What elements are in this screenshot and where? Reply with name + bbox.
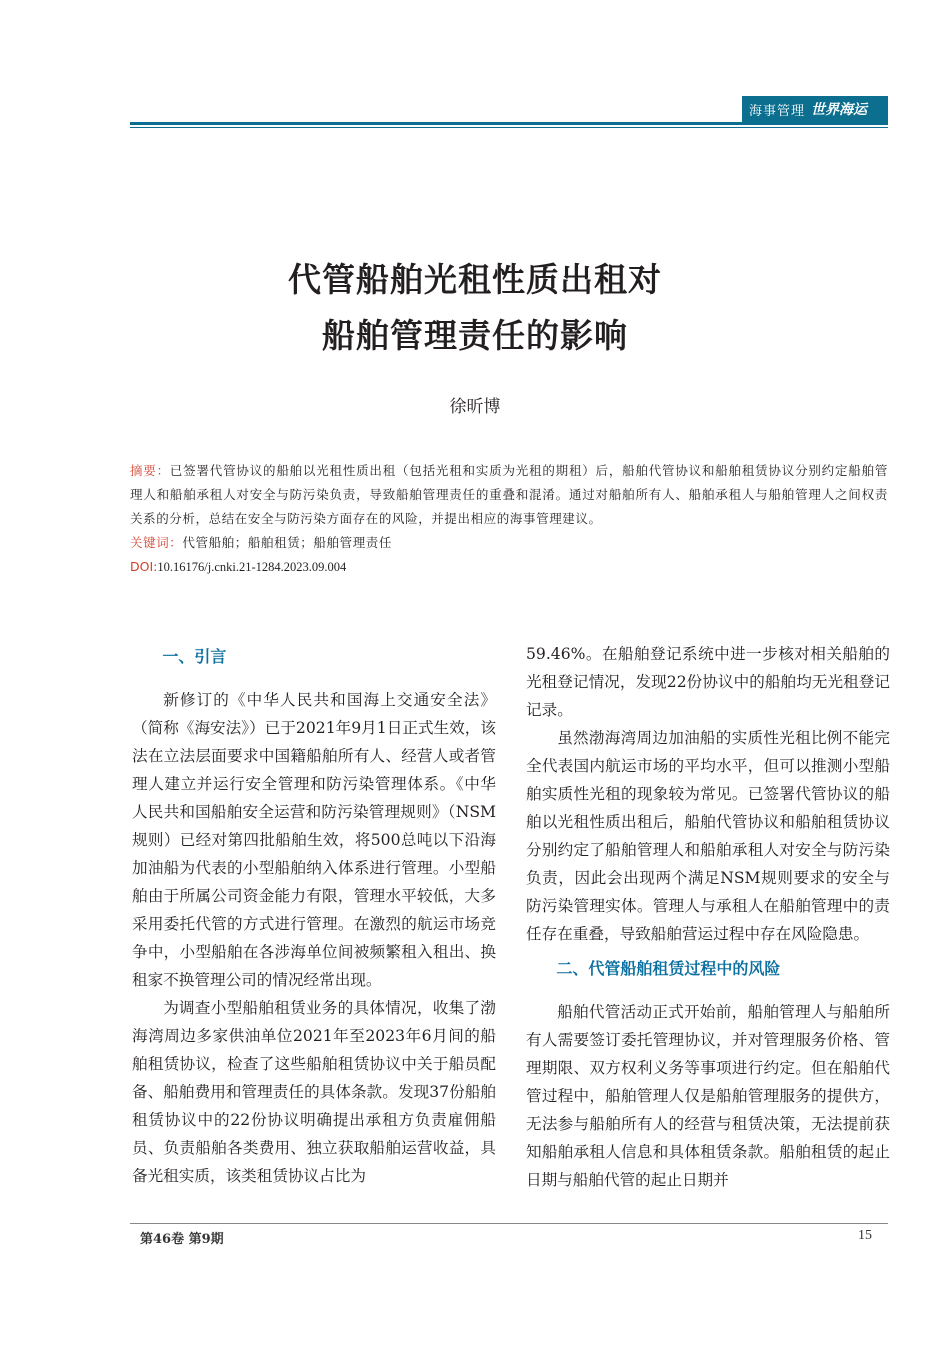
- section-heading-risks: 二、代管船舶租赁过程中的风险: [556, 959, 781, 978]
- doi-text: 10.16176/j.cnki.21-1284.2023.09.004: [157, 560, 347, 574]
- article-title-line-2: 船舶管理责任的影响: [322, 316, 628, 355]
- journal-logo-text: 世界海运: [811, 102, 868, 118]
- header-rule-thin: [130, 127, 888, 128]
- doi-line: [130, 555, 888, 579]
- section-heading-introduction: 一、引言: [162, 647, 227, 666]
- abstract-text: 已签署代管协议的船舶以光租性质出租（包括光租和实质为光租的期租）后，船舶代管协议和船舶租赁协议分别约定船舶管理人和船舶承租人对安全与防污染负责，导致船舶管理责任的重叠和混淆。通过对船舶所有人、船舶承租人与船舶管理人之间权责关系的分析，总结在安全与防污染方面存在的风险，并提出相应的海事管理建议。: [130, 463, 888, 526]
- doi-label: DOI:: [130, 559, 158, 574]
- body-paragraph: 船舶代管活动正式开始前，船舶管理人与船舶所有人需要签订委托管理协议，并对管理服务价格、管理期限、双方权利义务等事项进行约定。但在船舶代管过程中，船舶管理人仅是船舶管理服务的提供方，无法参与船舶所有人的经营与租赁决策，无法提前获知船舶承租人信息和具体租赁条款。船舶租赁的起止日期与船舶代管的起止日期并: [526, 1003, 890, 1189]
- keywords-text: 代管船舶；船舶租赁；船舶管理责任: [182, 535, 393, 550]
- abstract-paragraph: [130, 459, 888, 531]
- left-column: [132, 640, 496, 1190]
- author-name: 徐昕博: [449, 397, 501, 417]
- right-column: [526, 640, 890, 1194]
- article-title-line-1: 代管船舶光租性质出租对: [288, 260, 662, 299]
- footer-rule: [130, 1223, 888, 1224]
- footer-issue: 第46卷 第9期: [140, 1232, 224, 1247]
- header-rule: [130, 122, 888, 125]
- body-paragraph: 新修订的《中华人民共和国海上交通安全法》（简称《海安法》）已于2021年9月1日正式生效，该法在立法层面要求中国籍船舶所有人、经营人或者管理人建立并运行安全管理和防污染管理体系。《中华人民共和国船舶安全运营和防污染管理规则》（NSM规则）已经对第四批船舶生效，将500总吨以下沿海加油船为代表的小型船舶纳入体系进行管理。小型船舶由于所属公司资金能力有限，管理水平较低，大多采用委托代管的方式进行管理。在激烈的航运市场竞争中，小型船舶在各涉海单位间被频繁租入租出、换租家不换管理公司的情况经常出现。: [132, 691, 496, 989]
- body-paragraph: 为调查小型船舶租赁业务的具体情况，收集了渤海湾周边多家供油单位2021年至2023年6月间的船舶租赁协议，检查了这些船舶租赁协议中关于船员配备、船舶费用和管理责任的具体条款。发现37份船舶租赁协议中的22份协议明确提出承租方负责雇佣船员、负责船舶各类费用、独立获取船舶运营收益，具备光租实质，该类租赁协议占比为: [132, 999, 496, 1185]
- abstract-label: 摘要：: [130, 463, 170, 478]
- section-label: 海事管理: [749, 103, 806, 119]
- journal-header-badge: [742, 96, 888, 122]
- body-paragraph: 虽然渤海湾周边加油船的实质性光租比例不能完全代表国内航运市场的平均水平，但可以推测小型船舶实质性光租的现象较为常见。已签署代管协议的船舶以光租性质出租后，船舶代管协议和船舶租赁协议分别约定了船舶管理人和船舶承租人对安全与防污染负责，因此会出现两个满足NSM规则要求的安全与防污染管理实体。管理人与承租人在船舶管理中的责任存在重叠，导致船舶营运过程中存在风险隐患。: [526, 729, 890, 943]
- keywords-line: [130, 531, 888, 555]
- abstract-block: [130, 459, 888, 579]
- body-paragraph-continued: 59.46%。在船舶登记系统中进一步核对相关船舶的光租登记情况，发现22份协议中的船舶均无光租登记记录。: [526, 645, 890, 719]
- page-number: 15: [858, 1228, 872, 1243]
- keywords-label: 关键词：: [130, 535, 183, 550]
